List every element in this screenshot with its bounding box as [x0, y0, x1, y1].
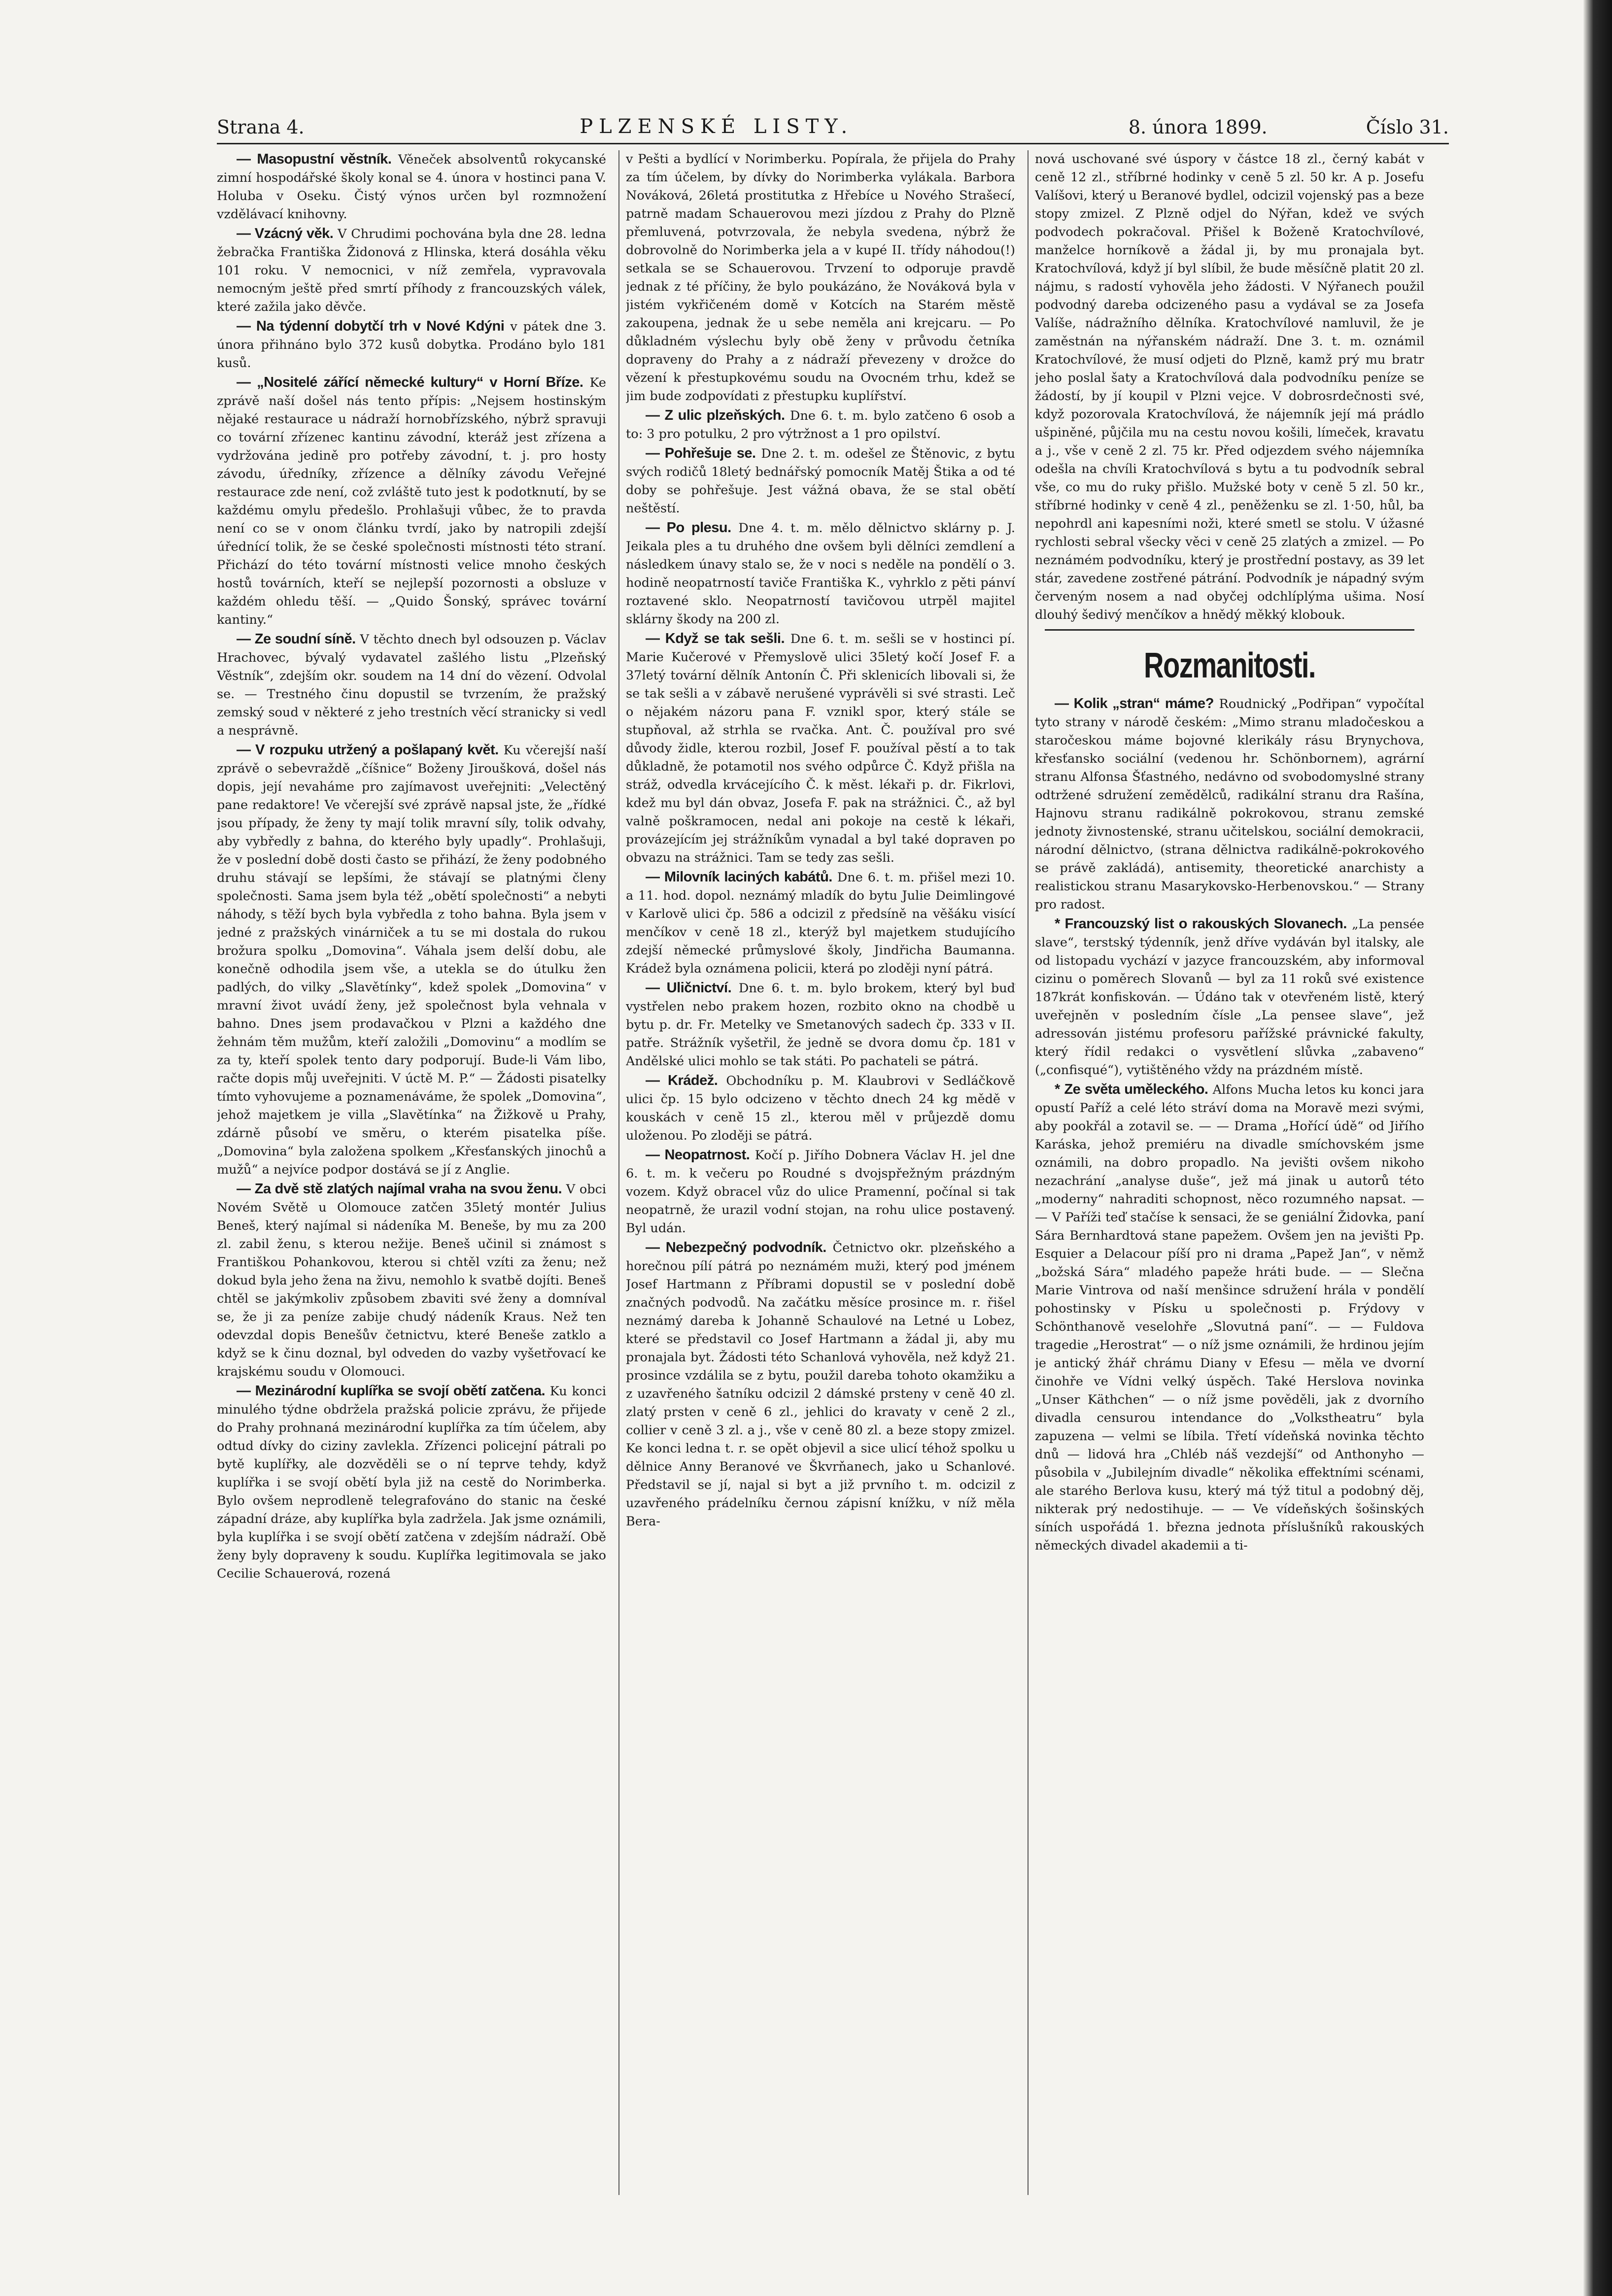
article-body: Věneček absolventů rokycanské zimní hospodářské školy konal se 4. února v hostinci pana V. Holuba v Oseku. Čistý výnos určen byl rozmnožení vzdělávací knihovny.	[217, 152, 606, 222]
article	[1035, 915, 1424, 1080]
article	[1035, 695, 1424, 914]
article-body: Dne 4. t. m. mělo dělnictvo sklárny p. J. Jeikala ples a tu druhého dne ovšem byli dělníci zemdlení a následkem únavy stalo se, že v noci s neděle na pondělí o 3. hodině neopatrností taviče Františka K., vyhrklo z pěti pánví roztavené sklo. Neopatrností tavičovou utrpěl majitel sklárny škody na 200 zl.	[626, 521, 1015, 627]
article-body: Dne 6. t. m. sešli se v hostinci pí. Marie Kučerové v Přemyslově ulici 35letý kočí Josef F. a 37letý tovární dělník Antonín Č. Při sklenicích libovali si, že se tak sešli a v zábavě nerušené vyprávěli si své strasti. Leč o nějakém názoru pana F. vznikl spor, který stále se stupňoval, až strhla se rvačka. Ant. Č. používal pro své důvody židle, kterou rozbil, Josef F. používal pěstí a to tak důkladně, že potamotil nos svého odpůrce Č. Když přišla na stráž, odvedla krvácejícího Č. k měst. lékaři p. dr. Fikrlovi, kdež mu byl dán obvaz, Josefa F. pak na strážnici. Č., až byl valně poškramocen, nedal ani pokoje na cestě k lékaři, provázejícím jej strážníkům vynadal a byl také dopraven po obvazu na strážnici. Tam se tedy zas sešli.	[626, 632, 1015, 865]
article-heading: — „Nositelé zářící německé kultury“ v Horní Bříze.	[237, 374, 583, 390]
article-body: Alfons Mucha letos ku konci jara opustí Paříž a celé léto stráví doma na Moravě mezi svými, aby pookřál a zotavil se. — — Drama „Hořící údě“ od Jiřího Karáska, jehož premiéru na divadle smíchovském jsme oznámili, na dobro propadlo. Na jevišti ovšem nikoho nezachrání „analyse duše“, jež má jinak u autorů této „moderny“ nahraditi schopnost, něco rozumného napsat. — — V Paříži teď stačíse k sensaci, že se geniální Židovka, paní Sára Bernhardtová stane papežem. Ovšem jen na jevišti Pp. Esquier a Delacour píší pro ni drama „Papež Jan“, v němž „božská Sára“ mladého papeže hráti bude. — — Slečna Marie Vintrova od naší menšince sdružení hrála v pondělí pohostinsky v Písku u společnosti p. Frýdovy v Schönthanově veselohře „Slovutná paní“. — — Fuldova tragedie „Herostrat“ — o níž jsme oznámili, že hrdinou jejím je antický žhář chrámu Diany v Efesu — měla ve dvorní činohře ve Vídni velký úspěch. Také Herslova novinka „Unser Käthchen“ — o níž jsme pověděli, jak z dvorního divadla censurou intendance do „Volkstheatru“ byla zapuzena — velmi se líbila. Třetí vídeňská novinka těchto dnů — lidová hra „Chléb náš vezdejší“ od Anthonyho — působila v „Jubilejním divadle“ několika effektními scénami, ale starého Berlova kusu, který má týž titul a podobný děj, nikterak prý nedostihuje. — — Ve vídeňských šošinských síních uspořádá 1. března jednota příslušníků rakouských německých divadel akademii a ti-	[1035, 1082, 1424, 1553]
article-body: v Pešti a bydlící v Norimberku. Popírala, že přijela do Prahy za tím účelem, by dívky do Norimberka vylákala. Barbora Nováková, 26letá prostitutka z Hřebíce u Nového Strašecí, patrně madam Schauerovou mezi jízdou z Prahy do Plzně přemluvená, potvrzovala, že nebyla svedena, nýbrž že dobrovolně do Norimberka jela a v kupé II. třídy náhodou(!) setkala se se Schauerovou. Trvzení to odporuje pravdě jednak z té příčiny, že bylo poukázáno, že Nováková byla v jistém vykřičeném domě v Kotcích na Starém městě zakoupena, jednak že u sebe neměla ani krejcaru. — Po důkladném výslechu byly obě ženy v průvodu četníka dopraveny do Prahy a z nádraží převezeny v drožce do vězení k přestupkovému soudu na Ovocném trhu, kdež se jim bude zodpovídati z přestupku kuplířství.	[626, 152, 1015, 404]
article	[626, 1239, 1015, 1531]
article-body: Roudnický „Podřipan“ vypočítal tyto strany v národě českém: „Mimo stranu mladočeskou a staročeskou máme bojovné klerikály rásu Brynychova, křesťansko sociální (vedenou hr. Schönbornem), agrární stranu Alfonsa Šťastného, nedávno od svobodomyslné strany odtržené sdružení zemědělců, radikální stranu dra Rašína, Hajnovu stranu radikálně pokrokovou, stranu zemské jednoty živnostenské, stranu učitelskou, sociální demokracii, národní dělnictvo, (strana dělnictva radikálně-pokrokového se právě zakládá), antisemity, theoretické anarchisty a realistickou stranu Masarykovsko-Herbenovskou.“ — Strany pro radost.	[1035, 697, 1424, 912]
column-separator	[1028, 150, 1029, 2195]
running-header	[217, 103, 1449, 138]
article	[626, 1146, 1015, 1238]
article	[626, 444, 1015, 518]
article-heading: — Pohřešuje se.	[646, 445, 756, 461]
article	[626, 150, 1015, 405]
article	[626, 979, 1015, 1071]
article-body: Kočí p. Jiřího Dobnera Václav H. jel dne 6. t. m. k večeru po Roudné s dvojspřežným prázdným vozem. Když obracel vůz do ulice Pramenní, počínal si tak neopatrně, že urazil vodní stojan, na rohu ulice postavený. Byl udán.	[626, 1148, 1015, 1236]
article-body: Dne 2. t. m. odešel ze Štěnovic, z bytu svých rodičů 18letý bednářský pomocník Matěj Štika a od té doby se pohřešuje. Jest vážná obava, že se stal obětí neštěstí.	[626, 446, 1015, 516]
section-rule	[1045, 629, 1414, 631]
article-heading: — Nebezpečný podvodník.	[646, 1240, 826, 1255]
article-heading: — Vzácný věk.	[237, 226, 334, 241]
article-heading: — Kolik „stran“ máme?	[1055, 696, 1214, 711]
newspaper-title: PLZENSKÉ LISTY.	[580, 115, 854, 138]
article	[217, 741, 606, 1179]
column-3	[1035, 150, 1424, 2200]
header-rule	[217, 143, 1449, 144]
article-heading: — Uličnictví.	[646, 980, 732, 996]
article-body: V Chrudimi pochována byla dne 28. ledna žebračka Františka Židonová z Hlinska, která dosáhla věku 101 roku. V nemocnici, v níž zemřela, vypravovala nemocným ještě před smrtí příhody z francouzských válek, které zažila jako děvče.	[217, 227, 606, 314]
article-body: nová uschované své úspory v částce 18 zl., černý kabát v ceně 12 zl., stříbrné hodinky v ceně 5 zl. 50 kr. A p. Josefu Valíšovi, který u Beranové bydlel, odcizil vojenský pas a beze stopy zmizel. Z Plzně odjel do Nýřan, kdež ve svých podvodech pokračoval. Přišel k Boženě Kratochvílové, manželce horníkově a žádal ji, by mu pronajala byt. Kratochvílová, když jí byl slíbil, že bude měsíčně platit 20 zl. nájmu, s radostí vyhověla jeho žádosti. V Nýřanech použil podvodný dareba odcizeného pasu a vydával se za Josefa Valíše, nádražního dělníka. Kratochvílové namluvil, že je zaměstnán na nýřanském nádraží. Dne 3. t. m. oznámil Kratochvílové, že musí odjeti do Plzně, kamž prý mu bratr jeho poslal šaty a Kratochvílová dala podvodníku peníze se žádostí, by jí koupil v Plzni vejce. V dobrosrdečnosti své, když pozorovala Kratochvílová, že nájemník její má prádlo ušpiněné, půjčila mu na cestu novou košili, límeček, kravatu a j., vše v ceně 2 zl. 75 kr. Před odjezdem svého nájemníka odešla na chvíli Kratochvílová s bytu a tu podvodník sebral vše, co mu do ruky přišlo. Mužské boty v ceně 5 zl. 50 kr., stříbrné hodinky v ceně 4 zl., peněženku se zl. 1·50, hůl, ba nepohrdl ani kapesními noži, které smetl se stolu. V úžasné rychlosti sebral všecky věci v ceně 25 zlatých a zmizel. — Po neznámém podvodníku, který je prostřední postavy, as 39 let stár, zavedene zostřené pátrání. Podvodník je nápadný svým červeným nosem a nad obyčej odchlíplýma ušima. Nosí dlouhý šedivý menčíkov a hnědý měkký klobouk.	[1035, 152, 1424, 622]
article-body: Ku konci minulého týdne obdržela pražská policie zprávu, že přijede do Prahy prohnaná mezinárodní kuplířka za tím účelem, aby odtud dívky do ciziny zavlekla. Zřízenci policejní pátrali po bytě kuplířky, ale dozvěděli se o ní teprve tehdy, když kuplířka i se svojí obětí byla již na cestě do Norimberka. Bylo ovšem neprodleně telegrafováno do stanic na české západní dráze, aby kuplířka byla zadržela. Jak jsme oznámili, byla kuplířka i se svojí obětí zatčena v zdejším nádraží. Obě ženy byly dopraveny k soudu. Kuplířka legitimovala se jako Cecilie Schauerová, rozená	[217, 1384, 606, 1581]
article	[217, 1180, 606, 1381]
scan-edge	[1583, 0, 1612, 2296]
article-body: V těchto dnech byl odsouzen p. Václav Hrachovec, bývalý vydavatel zašlého listu „Plzeňský Věstník“, zdejším okr. soudem na 14 dní do vězení. Odvolal se. — Trestného činu dopustil se tvrzením, že pražský zemský soud v některé z jeho trestních věcí stranicky si vedl a nesprávně.	[217, 632, 606, 738]
section-title: Rozmanitosti.	[1144, 646, 1315, 685]
article-heading: — Mezinárodní kuplířka se svojí obětí zatčena.	[237, 1383, 546, 1399]
article-body: v pátek dne 3. února přihnáno bylo 372 kusů dobytka. Prodáno bylo 181 kusů.	[217, 319, 606, 371]
article-body: Ku včerejší naší zprávě o sebevraždě „číšnice“ Boženy Jiroušková, došel nás dopis, její nevaháme pro zajímavost uveřejniti: „Velectěný pane redaktore! Ve včerejší své zprávě napsal jste, že „řídké jsou případy, že ženy ty mají tolik mravní síly, tolik odvahy, aby vybředly z bahna, do kterého byly upadly“. Prohlašuji, že v poslední době dosti často se přihází, že ženy podobného druhu stávají se lepšími, že stávají se platnými členy společnosti. Sama jsem byla též „obětí společnosti“ a nebyti náhody, s těží bych byla vybředla z toho bahna. Byla jsem v jedné z pražských vinárniček a tu se mi dostala do rukou brožura spolku „Domovina“. Váhala jsem delší dobu, ale konečně odhodila jsem vše, a utekla se do útulku žen padlých, do vilky „Slavětínky“, kdež spolek „Domovina“ v mravní život uvádí ženy, jež společnost byla vehnala v bahno. Dnes jsem prodavačkou v Plzni a každého dne žehnám těm mužům, kteří založili „Domovinu“ a modlím se za ty, kteří spolek tento dary podporují. Bude-li Vám libo, račte dopis můj uveřejniti. V úctě M. P.“ — Žádosti pisatelky tímto vyhovujeme a poznamenáváme, že spolek „Domovina“, jehož majetkem je villa „Slavětínka“ na Žižkově u Prahy, zdárně působí ve směru, o kterém pisatelka píše. „Domovina“ byla založena spolkem „Křesťanských jinochů a mužů“ a nejvíce podpor dostává se jí z Anglie.	[217, 743, 606, 1177]
article-heading: — Z ulic plzeňských.	[646, 407, 785, 423]
article-heading: — Neopatrnost.	[646, 1147, 750, 1163]
article	[217, 1382, 606, 1583]
article-heading: — Po plesu.	[646, 520, 731, 536]
article-heading: * Ze světa uměleckého.	[1055, 1081, 1208, 1097]
article	[217, 373, 606, 629]
article-body: V obci Novém Světě u Olomouce zatčen 35letý montér Julius Beneš, který najímal si nádeníka M. Beneše, by mu za 200 zl. zabil ženu, s kterou nežije. Beneš učinil si známost s Františkou Pohankovou, kterou si chtěl vzíti za ženu; než dokud byla jeho žena na živu, nemohlo k svatbě dojíti. Beneš chtěl se jakýmkoliv způsobem zbaviti své ženy a domníval se, že ji za peníze zabije chudý nádeník Kraus. Než ten odevzdal dopis Benešův četnictvu, které Beneše zatklo a když se k činu doznal, byl odveden do vazby vyšetřovací ke krajskému soudu v Olomouci.	[217, 1182, 606, 1379]
article-heading: — Na týdenní dobytčí trh v Nové Kdýni	[237, 318, 505, 334]
article-heading: * Francouzský list o rakouských Slovanech.	[1055, 916, 1347, 932]
article-body: Dne 6. t. m. bylo brokem, který byl buď vystřelen nebo prakem hozen, rozbito okno na chodbě u bytu p. dr. Fr. Metelky ve Smetanových sadech čp. 333 v II. patře. Strážník vyšetřil, že jedně se dvora domu čp. 181 v Andělské ulici mohlo se tak státi. Po pachateli se pátrá.	[626, 981, 1015, 1069]
article	[626, 406, 1015, 443]
article-body: „La pensée slave“, terstský týdenník, jenž dříve vydáván byl italsky, ale od listopadu vychází v jazyce francouzském, aby informoval cizinu o poměrech Slovanů — byl za 11 roků své existence 187krát konfiskován. — Údáno tak v otevřeném listě, který uveřejněn v posledním čísle „La pensee slave“, jež adressován jistému profesoru pařížské právnické fakulty, který řídil redakci o vysvětlení slůvka „zabaveno“ („confisqué“), vytištěného vždy na prázdném místě.	[1035, 917, 1424, 1078]
issue-date: 8. února 1899.	[1128, 116, 1268, 138]
article	[626, 868, 1015, 978]
article-heading: — Milovník laciných kabátů.	[646, 869, 832, 885]
article	[626, 630, 1015, 867]
article-heading: — Masopustní věstník.	[237, 151, 392, 167]
article-body: Obchodníku p. M. Klaubrovi v Sedláčkově ulici čp. 15 bylo odcizeno v těchto dnech 24 kg mědě v kouskách v ceně 15 zl., kterou měl v průjezdě domu uloženou. Po zloději se pátrá.	[626, 1074, 1015, 1143]
article-heading: — Za dvě stě zlatých najímal vraha na svou ženu.	[237, 1181, 562, 1197]
page-number: Strana 4.	[217, 116, 305, 138]
article-heading: — Krádež.	[646, 1073, 718, 1088]
article	[1035, 150, 1424, 624]
column-2	[626, 150, 1015, 2200]
article	[1035, 1080, 1424, 1555]
article-heading: — Když se tak sešli.	[646, 631, 785, 646]
article-body: Četnictvo okr. plzeňského a horečnou pílí pátrá po neznámém muži, který pod jménem Josef Hartmann z Příbrami dopustil se v poslední době značných podvodů. Na začátku měsíce prosince m. r. řišel neznámý dareba k Johanně Schaulové na Letné u Lobez, které se představil co Josef Hartmann a žádal ji, aby mu pronajala byt. Žádosti této Schanlová vyhověla, než když 21. prosince vzdálila se z bytu, použil dareba tohoto okamžiku a z uzavřeného šatníku odcizil 2 dámské prsteny v ceně 40 zl. zlatý prsten v ceně 6 zl., jehlici do kravaty v ceně 2 zl., collier v ceně 3 zl. a j., vše v ceně 80 zl. a beze stopy zmizel. Ke konci ledna t. r. se opět objevil a sice ulicí téhož spolku u dělnice Anny Beranové ve Škvrňanech, jako u Schanlové. Představil se jí, najal si byt a již prvního t. m. odcizil z uzavřeného prádelníku černou zápisní knížku, v níž měla Bera-	[626, 1241, 1015, 1529]
column-separator	[618, 150, 619, 2195]
article	[217, 317, 606, 372]
issue-number: Číslo 31.	[1366, 116, 1449, 138]
article	[626, 1072, 1015, 1145]
article	[217, 225, 606, 316]
article-heading: — Ze soudní síně.	[237, 631, 356, 647]
article	[626, 519, 1015, 629]
article	[217, 150, 606, 224]
article	[217, 630, 606, 740]
article-body: Dne 6. t. m. bylo zatčeno 6 osob a to: 3 pro potulku, 2 pro výtržnost a 1 pro opilství.	[626, 408, 1015, 441]
column-1	[217, 150, 606, 2200]
article-heading: — V rozpuku utržený a pošlapaný květ.	[237, 742, 499, 758]
article-body: Ke zprávě naší došel nás tento přípis: „Nejsem hostinským nějaké restaurace u nádraží hornobřízského, nýbrž spravuji co tovární zřízenec kantinu závodní, kteráž jest zřízena a vydržována jedině pro potřeby závodní, t. j. pro hosty závodu, úředníky, zřízence a dělníky závodu Veřejné restaurace zde není, což zvláště tuto jest k podotknutí, by se každému omylu předešlo. Prohlašuji vůbec, že to pravda není co se v onom článku tvrdí, jako by natropili zdejší úřednící tolik, že se české společnosti místnosti této straní. Přichází do této tovární místnosti velice mnoho českých hostů továrních, kteří se nejlepší pozornosti a obsluze v každém ohledu těší. — „Quido Šonský, správec tovární kantiny.“	[217, 375, 606, 627]
article-body: Dne 6. t. m. přišel mezi 10. a 11. hod. dopol. neznámý mladík do bytu Julie Deimlingové v Karlově ulici čp. 586 a odcizil z předsíně na věšáku visící menčíkov v ceně 18 zl., kterýž byl majetkem studujícího zdejší německé průmyslové školy, Jindřicha Baumanna. Krádež byla oznámena policii, která po zloději nyní pátrá.	[626, 870, 1015, 976]
